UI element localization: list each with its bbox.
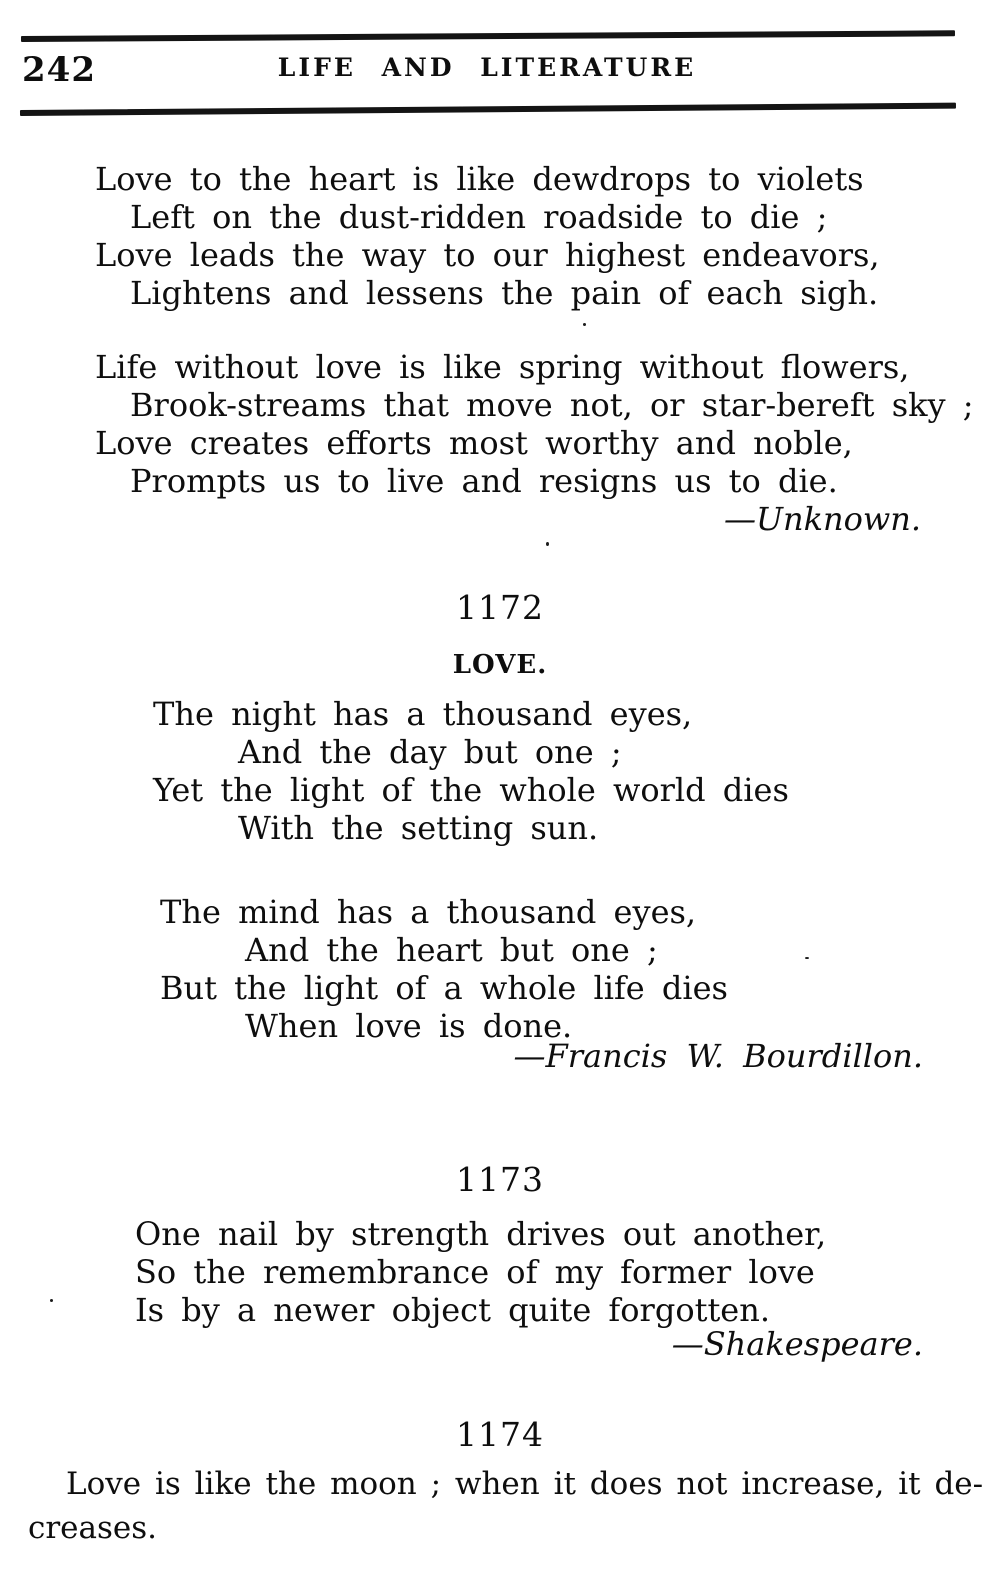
scan-speck (50, 1299, 53, 1302)
scan-speck (583, 323, 586, 326)
poem-line: The night has a thousand eyes, (153, 695, 693, 733)
intro-poem-stanza-1 (95, 160, 880, 312)
poem-line: With the setting sun. (238, 809, 599, 847)
poem-line: Love to the heart is like dewdrops to violets (95, 160, 864, 198)
scan-speck (805, 957, 809, 959)
entry-number-1174: 1174 (456, 1415, 544, 1454)
header-rule-top (21, 30, 955, 42)
poem-line: Lightens and lessens the pain of each sigh. (130, 274, 879, 312)
poem-line: One nail by strength drives out another, (135, 1215, 827, 1253)
poem-line: The mind has a thousand eyes, (160, 893, 697, 931)
entry-1172-stanza-1 (153, 695, 789, 847)
poem-line: Love leads the way to our highest endeavors, (95, 236, 880, 274)
entry-1172-stanza-2 (160, 893, 728, 1045)
scan-speck (546, 542, 549, 546)
prose-line: creases. (28, 1510, 158, 1546)
entry-title-love: LOVE. (452, 650, 548, 680)
page-number: 242 (22, 50, 96, 90)
attribution-bourdillon: —Francis W. Bourdillon. (513, 1037, 923, 1075)
intro-poem-stanza-2 (95, 348, 974, 500)
entry-number-1172: 1172 (456, 588, 544, 627)
poem-line: And the day but one ; (238, 733, 622, 771)
poem-line: Yet the light of the whole world dies (153, 771, 789, 809)
attribution-unknown: —Unknown. (723, 500, 921, 538)
prose-line: Love is like the moon ; when it does not increase, it de- (66, 1466, 984, 1502)
entry-1173-stanza (135, 1215, 826, 1329)
poem-line: Is by a newer object quite forgotten. (135, 1291, 771, 1329)
poem-line: When love is done. (245, 1007, 573, 1045)
poem-line: So the remembrance of my former love (135, 1253, 815, 1291)
poem-line: Prompts us to live and resigns us to die. (130, 462, 838, 500)
running-title: LIFE AND LITERATURE (277, 53, 697, 82)
poem-line: Left on the dust-ridden roadside to die ; (130, 198, 828, 236)
poem-line: Brook-streams that move not, or star-bereft sky ; (130, 386, 974, 424)
header-rule-bottom (20, 103, 956, 116)
entry-number-1173: 1173 (456, 1160, 544, 1199)
attribution-shakespeare: —Shakespeare. (671, 1325, 923, 1363)
poem-line: And the heart but one ; (245, 931, 658, 969)
poem-line: Love creates efforts most worthy and noble, (95, 424, 853, 462)
poem-line: But the light of a whole life dies (160, 969, 728, 1007)
poem-line: Life without love is like spring without flowers, (95, 348, 910, 386)
